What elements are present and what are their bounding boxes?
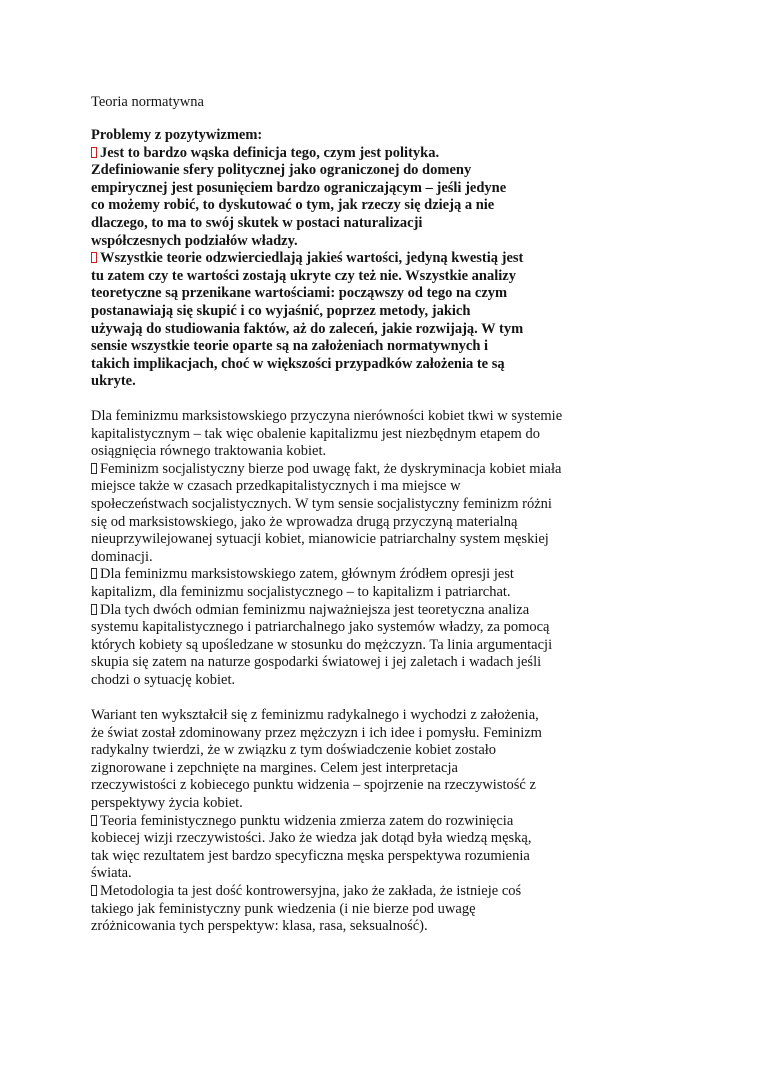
bullet-marker-icon	[91, 815, 97, 826]
paragraph-line: Dla feminizmu marksistowskiego przyczyna nierówności kobiet tkwi w systemie	[91, 408, 563, 424]
bullet-marker-icon	[91, 604, 97, 615]
paragraph-line: miejsce także w czasach przedkapitalistycznych i ma miejsce w	[91, 478, 461, 495]
bullet-marker-icon	[91, 568, 97, 579]
paragraph-line: ukryte.	[91, 373, 136, 390]
paragraph-line: systemu kapitalistycznego i patriarchalnego jako systemów władzy, za pomocą	[91, 619, 550, 636]
paragraph-line: skupia się zatem na naturze gospodarki światowej i jej zaletach i wadach jeśli	[91, 654, 542, 671]
paragraph-line: radykalny twierdzi, że w związku z tym doświadczenie kobiet zostało	[91, 742, 497, 759]
paragraph-line: takiego jak feministyczny punk wiedzenia (i nie bierze pod uwagę	[91, 900, 476, 917]
paragraph-line: zróżnicowania tych perspektyw: klasa, rasa, seksualność).	[91, 918, 428, 935]
paragraph-line: współczesnych podziałów władzy.	[91, 232, 298, 249]
paragraph-line: Metodologia ta jest dość kontrowersyjna, jako że zakłada, że istnieje coś	[91, 883, 731, 901]
paragraph-line: dominacji.	[91, 548, 153, 565]
bullet-marker-icon	[91, 147, 97, 158]
paragraph-line: używają do studiowania faktów, aż do zaleceń, jakie rozwijają. W tym	[91, 320, 524, 337]
paragraph-line: kapitalistycznym – tak więc obalenie kapitalizmu jest niezbędnym etapem do	[91, 425, 540, 442]
paragraph-line: rzeczywistości z kobiecego punktu widzenia – spojrzenie na rzeczywistość z	[91, 777, 536, 794]
positivism-problems-section	[91, 127, 731, 391]
paragraph-line: Wszystkie teorie odzwierciedlają jakieś wartości, jedyną kwestią jest	[91, 250, 731, 268]
paragraph-line: empirycznej jest posunięciem bardzo ograniczającym – jeśli jedyne	[91, 179, 507, 196]
section-heading: Problemy z pozytywizmem:	[91, 127, 263, 143]
paragraph-line: Jest to bardzo wąska definicja tego, czym jest polityka.	[91, 145, 731, 163]
paragraph-line: dlaczego, to ma to swój skutek w postaci naturalizacji	[91, 214, 423, 231]
paragraph-line: że świat został zdominowany przez mężczyzn i ich idee i pomysłu. Feminizm	[91, 724, 542, 741]
bullet-marker-icon	[91, 252, 97, 263]
paragraph-line: co możemy robić, to dyskutować o tym, jak rzeczy się dzieją a nie	[91, 197, 495, 214]
document-title: Teoria normatywna	[91, 94, 204, 110]
paragraph-line: nieuprzywilejowanej sytuacji kobiet, mianowicie patriarchalny system męskiej	[91, 531, 549, 548]
paragraph-line: kapitalizm, dla feminizmu socjalistycznego – to kapitalizm i patriarchat.	[91, 583, 511, 600]
paragraph-line: Dla feminizmu marksistowskiego zatem, głównym źródłem opresji jest	[91, 566, 731, 584]
marxist-feminism-section	[91, 408, 731, 690]
paragraph-line: Feminizm socjalistyczny bierze pod uwagę fakt, że dyskryminacja kobiet miała	[91, 461, 731, 479]
paragraph-line: tak więc rezultatem jest bardzo specyficzna męska perspektywa rozumienia	[91, 847, 530, 864]
paragraph-line: teoretyczne są przenikane wartościami: począwszy od tego na czym	[91, 285, 508, 302]
standpoint-theory-section	[91, 707, 731, 936]
paragraph-line: perspektywy życia kobiet.	[91, 794, 243, 811]
paragraph-line: chodzi o sytuację kobiet.	[91, 671, 236, 688]
paragraph-line: postanawiają się skupić i co wyjaśnić, poprzez metody, jakich	[91, 302, 471, 319]
bullet-marker-icon	[91, 463, 97, 474]
paragraph-line: osiągnięcia równego traktowania kobiet.	[91, 443, 327, 460]
paragraph-line: się od marksistowskiego, jako że wprowadza drugą przyczyną materialną	[91, 513, 518, 530]
paragraph-line: takich implikacjach, choć w większości przypadków założenia te są	[91, 355, 505, 372]
paragraph-line: sensie wszystkie teorie oparte są na założeniach normatywnych i	[91, 338, 489, 355]
paragraph-line: Zdefiniowanie sfery politycznej jako ograniczonej do domeny	[91, 162, 472, 179]
paragraph-line: Dla tych dwóch odmian feminizmu najważniejsza jest teoretyczna analiza	[91, 602, 731, 620]
paragraph-line: Wariant ten wykształcił się z feminizmu radykalnego i wychodzi z założenia,	[91, 707, 539, 723]
paragraph-line: świata.	[91, 865, 132, 882]
paragraph-line: tu zatem czy te wartości zostają ukryte czy też nie. Wszystkie analizy	[91, 267, 516, 284]
paragraph-line: których kobiety są upośledzane w stosunku do mężczyzn. Ta linia argumentacji	[91, 636, 553, 653]
paragraph-line: zignorowane i zepchnięte na margines. Celem jest interpretacja	[91, 759, 458, 776]
bullet-marker-icon	[91, 885, 97, 896]
paragraph-line: Teoria feministycznego punktu widzenia zmierza zatem do rozwinięcia	[91, 813, 731, 831]
paragraph-line: kobiecej wizji rzeczywistości. Jako że wiedza jak dotąd była wiedzą męską,	[91, 830, 532, 847]
paragraph-line: społeczeństwach socjalistycznych. W tym sensie socjalistyczny feminizm różni	[91, 495, 552, 512]
